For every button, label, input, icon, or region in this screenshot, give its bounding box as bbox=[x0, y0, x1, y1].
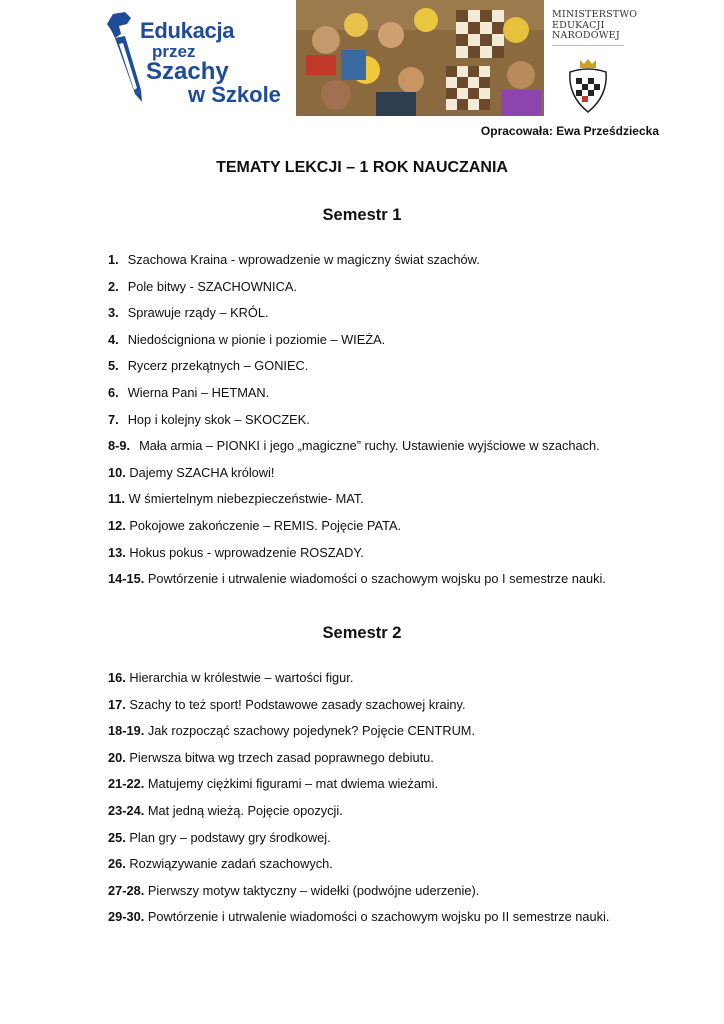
lesson-item bbox=[108, 803, 668, 830]
lesson-title: Szachy to też sport! Podstawowe zasady szachowej krainy. bbox=[129, 696, 466, 712]
author-credit: Opracowała: Ewa Prześdziecka bbox=[480, 124, 659, 138]
semester-2-heading: Semestr 2 bbox=[322, 624, 402, 642]
semester-1-lesson-list bbox=[108, 252, 668, 598]
lesson-number: 3. bbox=[108, 305, 119, 321]
lesson-number: 10. bbox=[108, 464, 126, 480]
lesson-number: 5. bbox=[108, 358, 119, 374]
chess-federation-emblem-icon bbox=[566, 58, 610, 114]
lesson-number: 17. bbox=[108, 696, 126, 712]
lesson-number: 11. bbox=[108, 491, 126, 507]
lesson-title: Mała armia – PIONKI i jego „magiczne” ruchy. Ustawienie wyjściowe w szachach. bbox=[139, 438, 600, 454]
lesson-item bbox=[108, 909, 668, 936]
lesson-item bbox=[108, 385, 668, 412]
lesson-title: Dajemy SZACHA królowi! bbox=[129, 464, 275, 480]
lesson-title: Matujemy ciężkimi figurami – mat dwiema wieżami. bbox=[147, 776, 438, 792]
lesson-item bbox=[108, 830, 668, 857]
lesson-item bbox=[108, 856, 668, 883]
divider bbox=[552, 45, 624, 46]
lesson-item bbox=[108, 518, 668, 545]
edukacja-przez-szachy-logo bbox=[105, 10, 290, 105]
lesson-item bbox=[108, 358, 668, 385]
lesson-item bbox=[108, 723, 668, 750]
page-header bbox=[0, 0, 724, 120]
lesson-number: 25. bbox=[108, 829, 126, 845]
lesson-number: 14-15. bbox=[108, 571, 145, 587]
lesson-number: 8-9. bbox=[108, 438, 131, 454]
lesson-item bbox=[108, 332, 668, 359]
lesson-item bbox=[108, 438, 668, 465]
lesson-item bbox=[108, 750, 668, 777]
lesson-number: 27-28. bbox=[108, 882, 145, 898]
lesson-number: 23-24. bbox=[108, 802, 145, 818]
lesson-title: Sprawuje rządy – KRÓL. bbox=[127, 305, 269, 321]
lesson-item bbox=[108, 776, 668, 803]
lesson-title: Hop i kolejny skok – SKOCZEK. bbox=[127, 411, 310, 427]
lesson-title: W śmiertelnym niebezpieczeństwie- MAT. bbox=[128, 491, 364, 507]
lesson-title: Plan gry – podstawy gry środkowej. bbox=[129, 829, 331, 845]
lesson-item bbox=[108, 491, 668, 518]
lesson-number: 1. bbox=[108, 252, 119, 267]
lesson-item bbox=[108, 279, 668, 306]
chess-knight-pencil-icon bbox=[105, 10, 145, 105]
lesson-number: 6. bbox=[108, 384, 119, 400]
lesson-number: 7. bbox=[108, 411, 119, 427]
lesson-number: 26. bbox=[108, 856, 126, 872]
logo-text-line: Szachy bbox=[146, 58, 229, 85]
lesson-item bbox=[108, 412, 668, 439]
lesson-title: Jak rozpocząć szachowy pojedynek? Pojęcie CENTRUM. bbox=[147, 723, 476, 739]
lesson-title: Hierarchia w królestwie – wartości figur. bbox=[129, 670, 354, 685]
semester-2-lesson-list bbox=[108, 670, 668, 936]
lesson-number: 13. bbox=[108, 544, 126, 560]
lesson-item bbox=[108, 571, 668, 598]
lesson-title: Wierna Pani – HETMAN. bbox=[127, 384, 270, 400]
lesson-title: Szachowa Kraina - wprowadzenie w magiczny świat szachów. bbox=[127, 252, 480, 267]
semester-1-heading: Semestr 1 bbox=[322, 206, 402, 224]
ministry-of-education-logo bbox=[552, 10, 652, 46]
lesson-title: Pole bitwy - SZACHOWNICA. bbox=[127, 278, 297, 294]
logo-text-line: przez bbox=[152, 42, 196, 61]
lesson-item bbox=[108, 670, 668, 697]
lesson-number: 21-22. bbox=[108, 776, 145, 792]
lesson-item bbox=[108, 883, 668, 910]
lesson-item bbox=[108, 697, 668, 724]
lesson-title: Rozwiązywanie zadań szachowych. bbox=[129, 856, 333, 872]
lesson-title: Rycerz przekątnych – GONIEC. bbox=[127, 358, 309, 374]
lesson-item bbox=[108, 305, 668, 332]
lesson-title: Pierwsza bitwa wg trzech zasad poprawnego debiutu. bbox=[129, 749, 434, 765]
lesson-number: 2. bbox=[108, 278, 119, 294]
lesson-title: Pokojowe zakończenie – REMIS. Pojęcie PATA. bbox=[129, 517, 402, 533]
lesson-number: 20. bbox=[108, 749, 126, 765]
logo-text-line: Edukacja bbox=[140, 18, 235, 43]
lesson-number: 4. bbox=[108, 331, 119, 347]
lesson-number: 16. bbox=[108, 670, 126, 685]
page-title: TEMATY LEKCJI – 1 ROK NAUCZANIA bbox=[216, 159, 508, 176]
lesson-item bbox=[108, 545, 668, 572]
logo-text-line: w Szkole bbox=[188, 82, 281, 107]
lesson-title: Mat jedną wieżą. Pojęcie opozycji. bbox=[147, 802, 343, 818]
lesson-title: Pierwszy motyw taktyczny – widełki (podwójne uderzenie). bbox=[147, 882, 480, 898]
lesson-item bbox=[108, 465, 668, 492]
ministry-text: MINISTERSTWO EDUKACJI NARODOWEJ bbox=[552, 9, 638, 41]
lesson-title: Powtórzenie i utrwalenie wiadomości o szachowym wojsku po II semestrze nauki. bbox=[147, 909, 610, 925]
lesson-number: 18-19. bbox=[108, 723, 145, 739]
lesson-title: Niedościgniona w pionie i poziomie – WIEŻA. bbox=[127, 331, 386, 347]
lesson-title: Powtórzenie i utrwalenie wiadomości o szachowym wojsku po I semestrze nauki. bbox=[147, 571, 606, 587]
lesson-item bbox=[108, 252, 668, 279]
lesson-title: Hokus pokus - wprowadzenie ROSZADY. bbox=[129, 544, 364, 560]
lesson-number: 29-30. bbox=[108, 909, 145, 925]
children-playing-chess-photo bbox=[296, 0, 544, 116]
lesson-number: 12. bbox=[108, 517, 126, 533]
